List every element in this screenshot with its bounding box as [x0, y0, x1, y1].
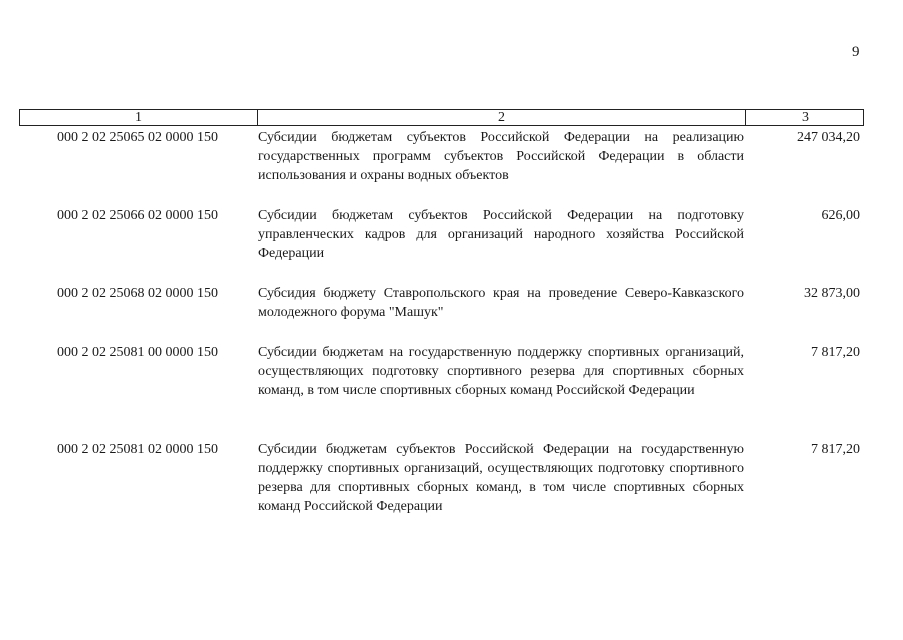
row-description: Субсидия бюджету Ставропольского края на проведение Северо-Кавказского молодежного форума "Машук"	[258, 286, 744, 320]
table-row	[19, 206, 864, 263]
row-amount: 32 873,00	[804, 286, 860, 301]
row-description: Субсидии бюджетам на государственную поддержку спортивных организаций, осуществляющих подготовку спортивного резерва для спортивных сборных команд, в том числе спортивных сборных команд Российской Федерации	[258, 345, 744, 398]
budget-code: 000 2 02 25068 02 0000 150	[57, 286, 218, 301]
row-description: Субсидии бюджетам субъектов Российской Федерации на реализацию государственных программ субъектов Российской Федерации в области использования и охраны водных объектов	[258, 130, 744, 183]
budget-code: 000 2 02 25065 02 0000 150	[57, 130, 218, 145]
budget-code: 000 2 02 25081 00 0000 150	[57, 345, 218, 360]
budget-code: 000 2 02 25066 02 0000 150	[57, 208, 218, 223]
budget-table	[19, 109, 864, 514]
column-header-1: 1	[135, 110, 142, 125]
table-row	[19, 343, 864, 400]
table-row	[19, 440, 864, 516]
row-amount: 7 817,20	[811, 345, 860, 360]
row-amount: 247 034,20	[797, 130, 860, 145]
table-header-row	[19, 109, 864, 126]
column-header-2: 2	[257, 110, 745, 125]
table-row	[19, 128, 864, 185]
page-number: 9	[852, 44, 860, 60]
column-header-3: 3	[745, 110, 865, 125]
budget-code: 000 2 02 25081 02 0000 150	[57, 442, 218, 457]
row-description: Субсидии бюджетам субъектов Российской Федерации на государственную поддержку спортивных организаций, осуществляющих подготовку спортивного резерва для спортивных сборных команд, в том числе спортивных сборных команд Российской Федерации	[258, 442, 744, 514]
row-amount: 626,00	[821, 208, 860, 223]
row-amount: 7 817,20	[811, 442, 860, 457]
row-description: Субсидии бюджетам субъектов Российской Федерации на подготовку управленческих кадров для организаций народного хозяйства Российской Федерации	[258, 208, 744, 261]
table-row	[19, 284, 864, 322]
